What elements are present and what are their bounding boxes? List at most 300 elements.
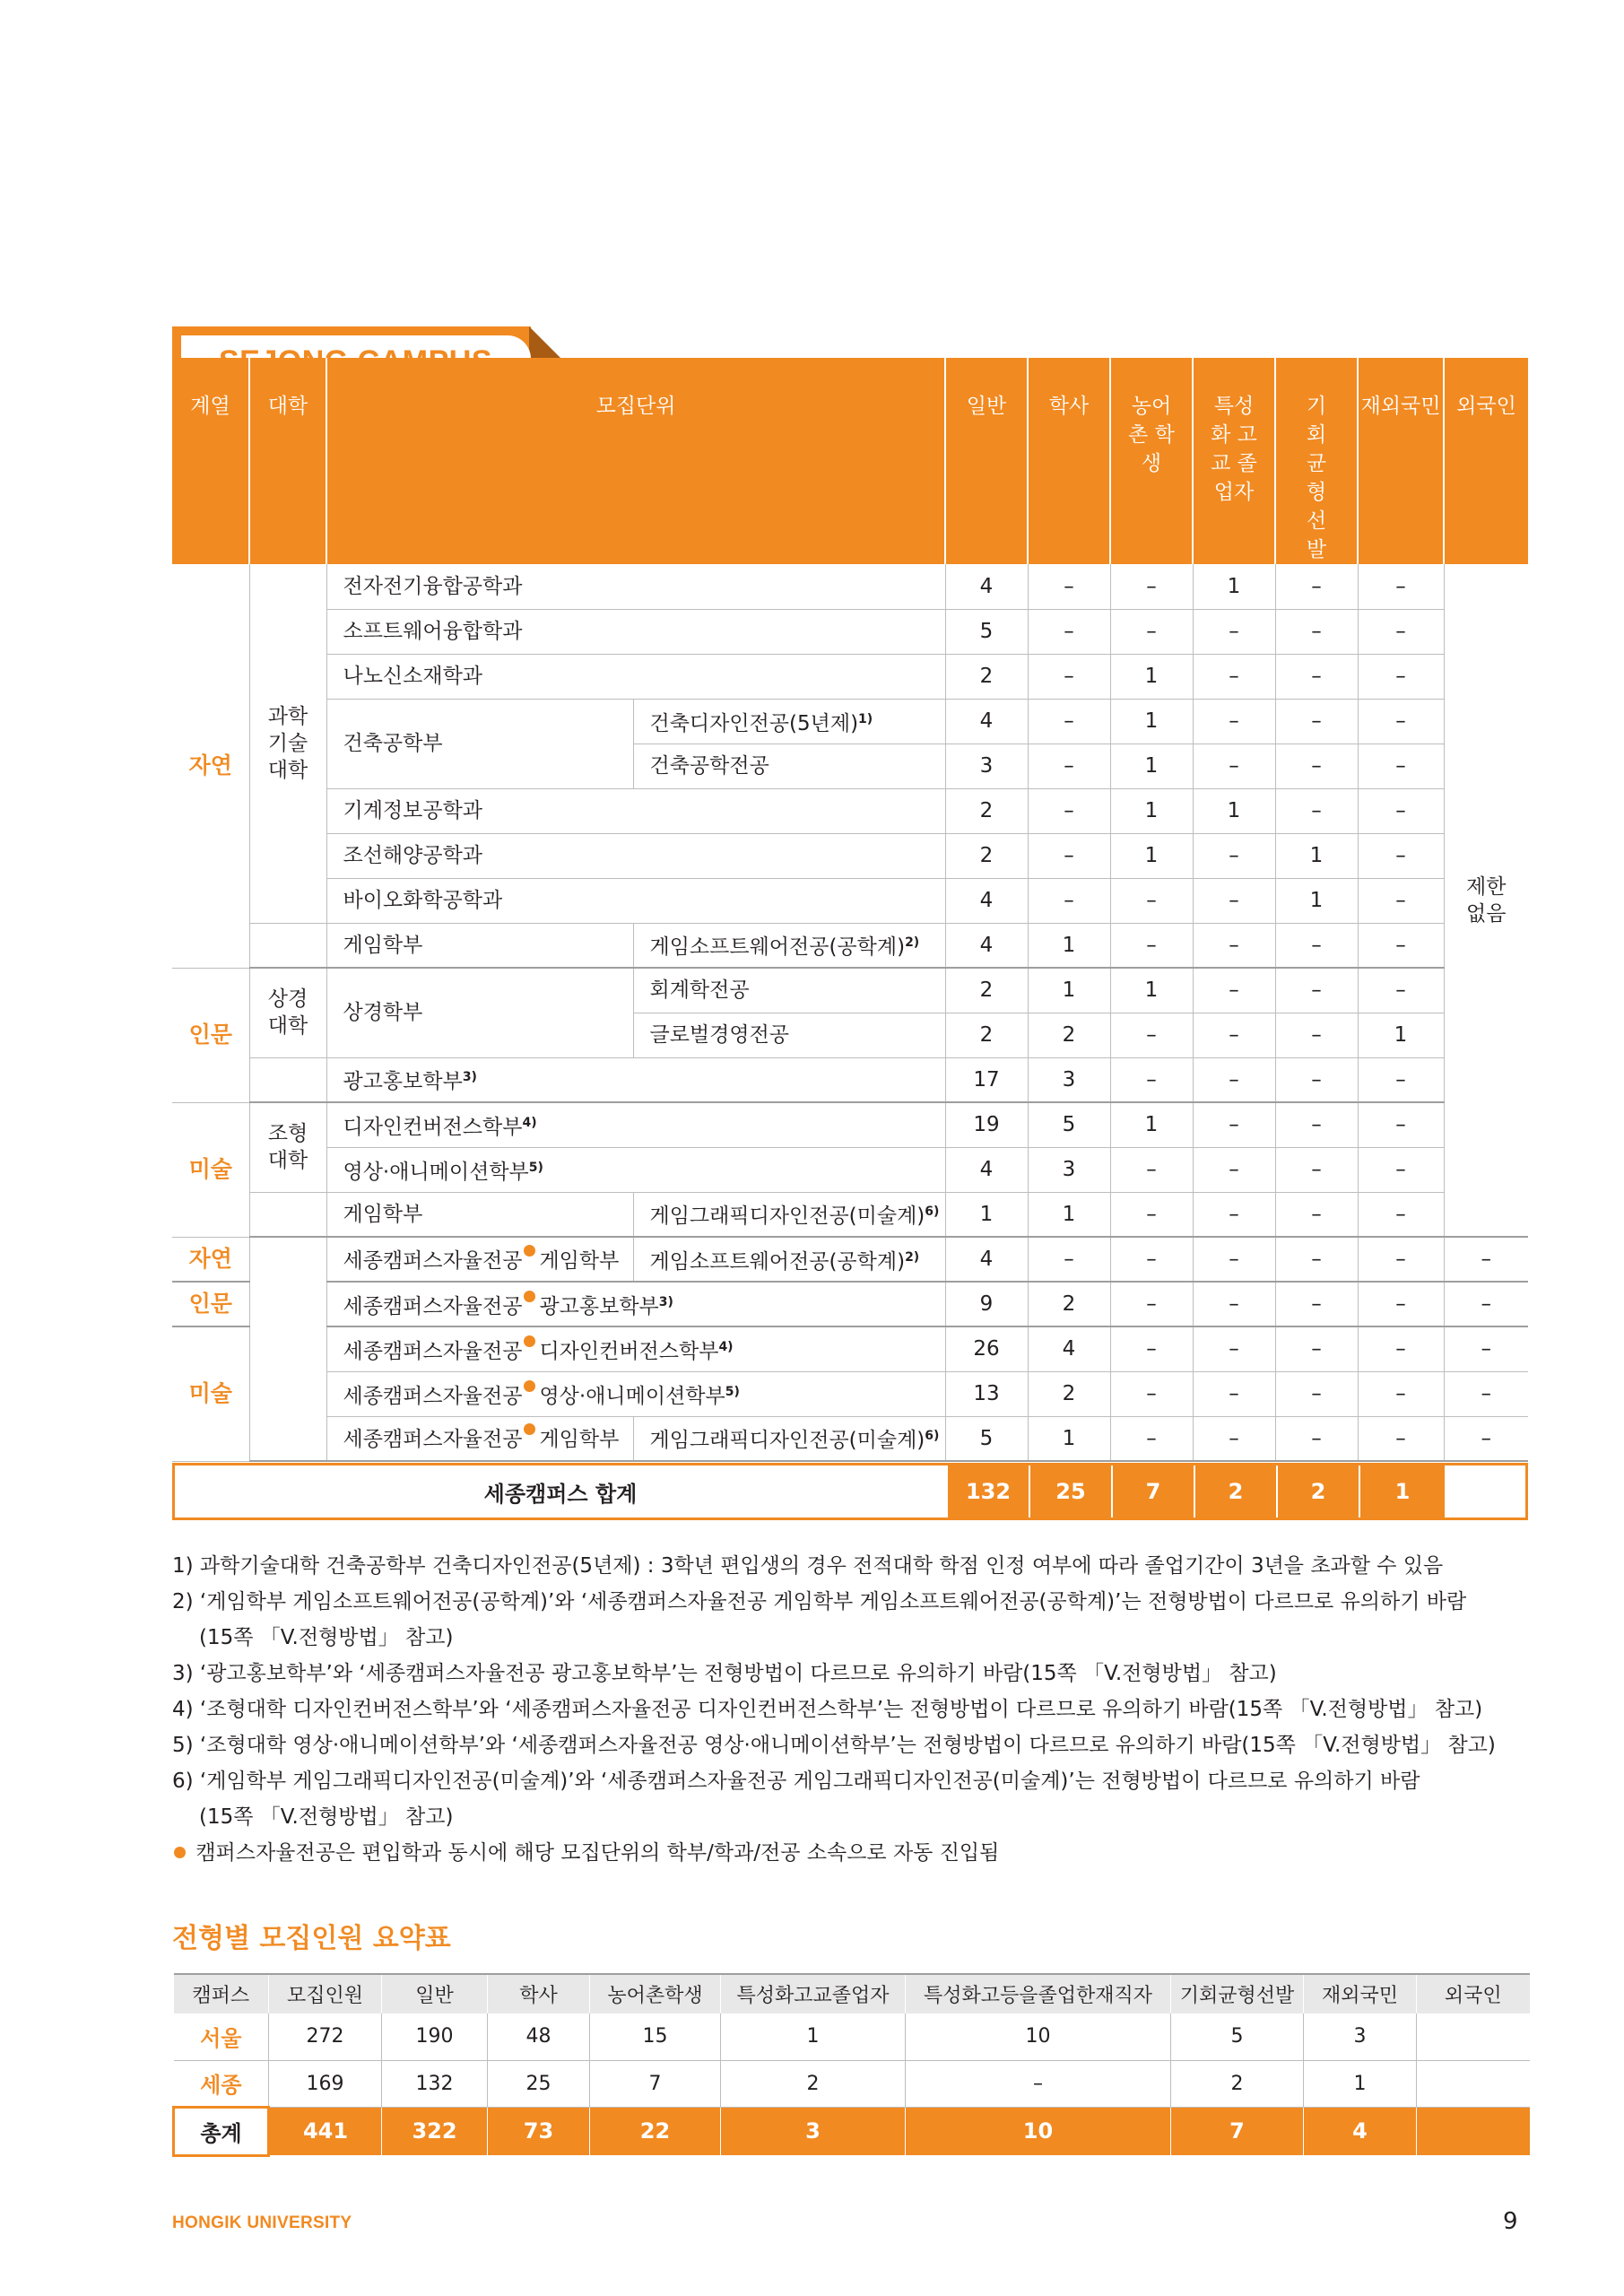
value-cell: – bbox=[1275, 923, 1358, 968]
value-cell: 4 bbox=[945, 878, 1028, 923]
unit-cell bbox=[326, 968, 633, 1057]
value-cell: – bbox=[1193, 923, 1275, 968]
value-cell: – bbox=[1358, 1237, 1444, 1282]
value-cell: – bbox=[1358, 1326, 1444, 1371]
summary-value-cell: 10 bbox=[906, 2013, 1171, 2060]
value-cell: – bbox=[1193, 968, 1275, 1013]
footnote-3: 3) ‘광고홍보학부’와 ‘세종캠퍼스자율전공 광고홍보학부’는 전형방법이 다르므로 유의하기 바람(15쪽 「V.전형방법」 참고) bbox=[172, 1662, 1277, 1685]
summary-value-cell: 7 bbox=[590, 2060, 721, 2107]
unit-name: 건축공학부 bbox=[343, 732, 443, 755]
summary-value-cell: 441 bbox=[269, 2107, 382, 2155]
value-cell: 2 bbox=[1028, 1282, 1110, 1326]
footnote-5: 5) ‘조형대학 영상·애니메이션학부’와 ‘세종캠퍼스자율전공 영상·애니메이션학부’는 전형방법이 다르므로 유의하기 바람(15쪽 「V.전형방법」 참고) bbox=[172, 1734, 1496, 1757]
value-cell: – bbox=[1358, 923, 1444, 968]
value-cell: 4 bbox=[945, 564, 1028, 609]
value-cell: – bbox=[1193, 699, 1275, 744]
value-cell: – bbox=[1028, 609, 1110, 654]
value-cell: – bbox=[1193, 609, 1275, 654]
table-row bbox=[172, 878, 1528, 923]
value-cell: – bbox=[1193, 1326, 1275, 1371]
value-cell: – bbox=[1358, 1147, 1444, 1192]
table-row bbox=[172, 788, 1528, 833]
unit-cell bbox=[326, 1326, 945, 1371]
autonomous-dot-icon bbox=[524, 1380, 535, 1392]
value-cell: 1 bbox=[1110, 699, 1193, 744]
total-foreigner bbox=[1445, 1465, 1525, 1518]
unit-cell bbox=[326, 609, 945, 654]
unit-name: 광고홍보학부 bbox=[539, 1294, 659, 1318]
value-cell: – bbox=[1444, 1416, 1528, 1461]
unit-name: 상경학부 bbox=[343, 1001, 423, 1025]
footnote-marker: 3) bbox=[658, 1294, 673, 1309]
unit-cell bbox=[326, 1237, 633, 1282]
major-cell bbox=[633, 1192, 945, 1237]
college-empty bbox=[249, 923, 326, 968]
value-cell: – bbox=[1028, 744, 1110, 788]
unit-cell bbox=[326, 923, 633, 968]
value-cell: – bbox=[1193, 1282, 1275, 1326]
major-cell bbox=[633, 968, 945, 1013]
summary-value-cell: 25 bbox=[488, 2060, 590, 2107]
autonomous-dot-icon bbox=[524, 1423, 535, 1435]
summary-value-cell: 190 bbox=[382, 2013, 488, 2060]
unit-name: 회계학전공 bbox=[649, 978, 750, 1003]
summary-header: 특성화고등을졸업한재직자 bbox=[906, 1974, 1171, 2013]
table-row bbox=[172, 1102, 1528, 1147]
unit-cell bbox=[326, 1192, 633, 1237]
unit-name: 건축디자인전공(5년제) bbox=[649, 711, 859, 735]
unit-cell bbox=[326, 788, 945, 833]
value-cell: – bbox=[1275, 788, 1358, 833]
summary-header: 농어촌학생 bbox=[590, 1974, 721, 2013]
value-cell: 2 bbox=[1028, 1371, 1110, 1416]
group-art: 미술 bbox=[172, 1102, 249, 1237]
value-cell: – bbox=[1110, 1147, 1193, 1192]
value-cell: – bbox=[1028, 788, 1110, 833]
major-cell bbox=[633, 923, 945, 968]
footnote-6: 6) ‘게임학부 게임그래픽디자인전공(미술계)’와 ‘세종캠퍼스자율전공 게임그래픽디자인전공(미술계)’는 전형방법이 다르므로 유의하기 바람 bbox=[172, 1770, 1420, 1793]
table-row bbox=[172, 968, 1528, 1013]
summary-value-cell bbox=[1417, 2013, 1530, 2060]
summary-value-cell: 3 bbox=[721, 2107, 906, 2155]
footer-university: HONGIK UNIVERSITY bbox=[172, 2213, 352, 2232]
total-special: 2 bbox=[1194, 1465, 1276, 1518]
summary-value-cell: 2 bbox=[1171, 2060, 1304, 2107]
value-cell: – bbox=[1358, 609, 1444, 654]
autonomous-dot-icon bbox=[524, 1335, 535, 1347]
summary-header: 기회균형선발 bbox=[1171, 1974, 1304, 2013]
value-cell: – bbox=[1193, 1057, 1275, 1102]
total-balance: 2 bbox=[1276, 1465, 1359, 1518]
summary-header: 특성화고교졸업자 bbox=[721, 1974, 906, 2013]
footnote-2-ref: (15쪽 「V.전형방법」 참고) bbox=[199, 1626, 454, 1649]
unit-name: 조선해양공학과 bbox=[343, 844, 483, 867]
value-cell: 4 bbox=[945, 923, 1028, 968]
footnote-marker: 6) bbox=[925, 1429, 940, 1444]
summary-header: 캠퍼스 bbox=[174, 1974, 269, 2013]
footnote-marker: 6) bbox=[925, 1205, 940, 1220]
group-nature: 자연 bbox=[172, 1237, 249, 1282]
value-cell: – bbox=[1358, 1192, 1444, 1237]
value-cell: – bbox=[1193, 1237, 1275, 1282]
unit-name: 영상·애니메이션학부 bbox=[343, 1160, 529, 1184]
value-cell: – bbox=[1358, 833, 1444, 878]
value-cell: – bbox=[1110, 1237, 1193, 1282]
value-cell: 1 bbox=[1110, 968, 1193, 1013]
summary-campus-cell: 서울 bbox=[174, 2013, 269, 2060]
summary-value-cell: 2 bbox=[721, 2060, 906, 2107]
campus-tab-fold bbox=[529, 326, 560, 358]
value-cell: 1 bbox=[1028, 1192, 1110, 1237]
college-formative: 조형 대학 bbox=[249, 1102, 326, 1192]
summary-row bbox=[174, 2060, 1530, 2107]
bullet-dot-icon bbox=[174, 1847, 186, 1858]
unit-cell bbox=[326, 699, 633, 788]
value-cell: – bbox=[1275, 699, 1358, 744]
value-cell: 1 bbox=[1110, 788, 1193, 833]
footnote-marker: 2) bbox=[905, 1249, 920, 1265]
summary-value-cell: 22 bbox=[590, 2107, 721, 2155]
value-cell: 1 bbox=[1028, 1416, 1110, 1461]
summary-value-cell: 3 bbox=[1304, 2013, 1417, 2060]
summary-row bbox=[174, 2013, 1530, 2060]
total-general: 132 bbox=[946, 1465, 1029, 1518]
autonomous-major-label: 세종캠퍼스자율전공 bbox=[343, 1294, 523, 1318]
value-cell: 26 bbox=[945, 1326, 1028, 1371]
footnote-2: 2) ‘게임학부 게임소프트웨어전공(공학계)’와 ‘세종캠퍼스자율전공 게임학부 게임소프트웨어전공(공학계)’는 전형방법이 다르므로 유의하기 바람 bbox=[172, 1590, 1467, 1613]
college-science-tech: 과학 기술 대학 bbox=[249, 564, 326, 923]
value-cell: – bbox=[1110, 564, 1193, 609]
value-cell: – bbox=[1275, 1147, 1358, 1192]
value-cell: 2 bbox=[1028, 1013, 1110, 1057]
group-humanities: 인문 bbox=[172, 968, 249, 1102]
value-cell: – bbox=[1358, 699, 1444, 744]
autonomous-dot-icon bbox=[524, 1291, 535, 1302]
footnote-marker: 2) bbox=[905, 935, 920, 951]
unit-name: 기계정보공학과 bbox=[343, 799, 483, 822]
value-cell: 4 bbox=[1028, 1326, 1110, 1371]
value-cell: – bbox=[1444, 1371, 1528, 1416]
summary-value-cell: 272 bbox=[269, 2013, 382, 2060]
value-cell: 9 bbox=[945, 1282, 1028, 1326]
admission-table bbox=[172, 358, 1528, 1462]
unit-name: 게임학부 bbox=[539, 1248, 620, 1273]
value-cell: – bbox=[1444, 1282, 1528, 1326]
header-foreigner: 외국인 bbox=[1444, 358, 1528, 564]
footnote-marker: 3) bbox=[462, 1070, 477, 1085]
summary-header-row bbox=[174, 1974, 1530, 2013]
unit-cell bbox=[326, 833, 945, 878]
unit-cell bbox=[326, 1057, 945, 1102]
value-cell: – bbox=[1110, 878, 1193, 923]
value-cell: – bbox=[1358, 788, 1444, 833]
value-cell: 2 bbox=[945, 788, 1028, 833]
value-cell: 2 bbox=[945, 654, 1028, 699]
unit-name: 게임학부 bbox=[343, 933, 423, 957]
value-cell: 5 bbox=[945, 1416, 1028, 1461]
table-row bbox=[172, 564, 1528, 609]
unit-name: 소프트웨어융합학과 bbox=[343, 620, 523, 643]
summary-table bbox=[172, 1973, 1530, 2157]
summary-value-cell: 4 bbox=[1304, 2107, 1417, 2155]
value-cell: – bbox=[1444, 1237, 1528, 1282]
major-cell bbox=[633, 744, 945, 788]
unit-name: 나노신소재학과 bbox=[343, 665, 483, 688]
table-row bbox=[172, 699, 1528, 744]
value-cell: – bbox=[1358, 1282, 1444, 1326]
table-row bbox=[172, 609, 1528, 654]
value-cell: – bbox=[1110, 1057, 1193, 1102]
value-cell: – bbox=[1110, 923, 1193, 968]
footnotes bbox=[172, 1548, 1571, 1871]
value-cell: – bbox=[1110, 609, 1193, 654]
value-cell: – bbox=[1275, 654, 1358, 699]
campus-total-label: 세종캠퍼스 합계 bbox=[175, 1465, 946, 1518]
value-cell: – bbox=[1275, 1416, 1358, 1461]
footnote-marker: 5) bbox=[725, 1384, 740, 1399]
value-cell: – bbox=[1028, 654, 1110, 699]
summary-value-cell: 7 bbox=[1171, 2107, 1304, 2155]
total-rural: 7 bbox=[1111, 1465, 1194, 1518]
summary-total-row bbox=[174, 2107, 1530, 2155]
summary-value-cell: 48 bbox=[488, 2013, 590, 2060]
header-rural: 농어촌 학생 bbox=[1110, 358, 1193, 564]
header-balance: 기회 균형 선발 bbox=[1275, 358, 1358, 564]
header-row bbox=[172, 358, 1528, 564]
value-cell: – bbox=[1275, 1013, 1358, 1057]
summary-value-cell: 10 bbox=[906, 2107, 1171, 2155]
footnote-6-ref: (15쪽 「V.전형방법」 참고) bbox=[199, 1805, 454, 1829]
unit-cell bbox=[326, 1371, 945, 1416]
group-nature: 자연 bbox=[172, 564, 249, 968]
table-row bbox=[172, 1192, 1528, 1237]
unit-name: 글로벌경영전공 bbox=[649, 1023, 790, 1047]
value-cell: – bbox=[1444, 1326, 1528, 1371]
value-cell: – bbox=[1028, 878, 1110, 923]
foreigner-unlimited: 제한 없음 bbox=[1444, 564, 1528, 1237]
unit-name: 전자전기융합공학과 bbox=[343, 574, 523, 598]
header-overseas: 재외국민 bbox=[1358, 358, 1444, 564]
unit-name: 영상·애니메이션학부 bbox=[539, 1384, 725, 1408]
table-row bbox=[172, 923, 1528, 968]
footnote-marker: 1) bbox=[858, 711, 873, 726]
unit-name: 광고홍보학부 bbox=[343, 1070, 463, 1094]
value-cell: – bbox=[1275, 1102, 1358, 1147]
college-empty bbox=[249, 1057, 326, 1102]
summary-value-cell: 1 bbox=[721, 2013, 906, 2060]
summary-campus-cell: 총계 bbox=[174, 2107, 269, 2155]
autonomous-major-label: 세종캠퍼스자율전공 bbox=[343, 1384, 523, 1408]
summary-value-cell: 15 bbox=[590, 2013, 721, 2060]
unit-cell bbox=[326, 878, 945, 923]
unit-cell bbox=[326, 1282, 945, 1326]
autonomous-major-label: 세종캠퍼스자율전공 bbox=[343, 1339, 523, 1363]
total-bachelor: 25 bbox=[1029, 1465, 1111, 1518]
footnote-marker: 5) bbox=[528, 1160, 543, 1175]
value-cell: – bbox=[1275, 968, 1358, 1013]
value-cell: 2 bbox=[945, 1013, 1028, 1057]
unit-name: 건축공학전공 bbox=[649, 754, 769, 778]
summary-header: 외국인 bbox=[1417, 1974, 1530, 2013]
header-group: 계열 bbox=[172, 358, 249, 564]
value-cell: 2 bbox=[945, 968, 1028, 1013]
table-row bbox=[172, 1282, 1528, 1326]
value-cell: 4 bbox=[945, 1237, 1028, 1282]
value-cell: 1 bbox=[1110, 654, 1193, 699]
summary-value-cell: 5 bbox=[1171, 2013, 1304, 2060]
group-art: 미술 bbox=[172, 1326, 249, 1461]
summary-header: 학사 bbox=[488, 1974, 590, 2013]
summary-header: 모집인원 bbox=[269, 1974, 382, 2013]
value-cell: 4 bbox=[945, 699, 1028, 744]
value-cell: – bbox=[1193, 1102, 1275, 1147]
value-cell: – bbox=[1358, 654, 1444, 699]
value-cell: 1 bbox=[1028, 923, 1110, 968]
header-college: 대학 bbox=[249, 358, 326, 564]
table-row bbox=[172, 1147, 1528, 1192]
value-cell: – bbox=[1028, 564, 1110, 609]
major-cell bbox=[633, 699, 945, 744]
value-cell: – bbox=[1193, 1371, 1275, 1416]
value-cell: – bbox=[1028, 1237, 1110, 1282]
value-cell: – bbox=[1358, 1057, 1444, 1102]
summary-value-cell bbox=[1417, 2060, 1530, 2107]
unit-name: 게임그래픽디자인전공(미술계) bbox=[649, 1429, 925, 1453]
major-cell bbox=[633, 1237, 945, 1282]
major-cell bbox=[633, 1013, 945, 1057]
value-cell: 19 bbox=[945, 1102, 1028, 1147]
value-cell: – bbox=[1275, 564, 1358, 609]
summary-header: 재외국민 bbox=[1304, 1974, 1417, 2013]
value-cell: 5 bbox=[1028, 1102, 1110, 1147]
value-cell: – bbox=[1358, 564, 1444, 609]
table-row bbox=[172, 1371, 1528, 1416]
table-row bbox=[172, 833, 1528, 878]
unit-name: 게임그래픽디자인전공(미술계) bbox=[649, 1205, 925, 1229]
summary-header: 일반 bbox=[382, 1974, 488, 2013]
value-cell: – bbox=[1193, 1147, 1275, 1192]
value-cell: – bbox=[1028, 833, 1110, 878]
value-cell: – bbox=[1193, 878, 1275, 923]
unit-cell bbox=[326, 564, 945, 609]
value-cell: – bbox=[1193, 744, 1275, 788]
value-cell: 1 bbox=[1110, 744, 1193, 788]
header-unit: 모집단위 bbox=[326, 358, 945, 564]
value-cell: – bbox=[1275, 1192, 1358, 1237]
unit-name: 게임소프트웨어전공(공학계) bbox=[649, 935, 906, 960]
summary-title: 전형별 모집인원 요약표 bbox=[172, 1923, 451, 1954]
value-cell: 3 bbox=[1028, 1147, 1110, 1192]
unit-name: 게임학부 bbox=[343, 1202, 423, 1226]
value-cell: – bbox=[1110, 1416, 1193, 1461]
autonomous-major-label: 세종캠퍼스자율전공 bbox=[343, 1428, 523, 1452]
table-row bbox=[172, 1326, 1528, 1371]
campus-total-bar bbox=[172, 1463, 1528, 1520]
value-cell: – bbox=[1193, 1192, 1275, 1237]
value-cell: – bbox=[1275, 1237, 1358, 1282]
summary-campus-cell: 세종 bbox=[174, 2060, 269, 2107]
summary-value-cell: 73 bbox=[488, 2107, 590, 2155]
unit-name: 바이오화학공학과 bbox=[343, 889, 503, 912]
college-empty bbox=[249, 1237, 326, 1461]
header-special: 특성화 고교 졸업자 bbox=[1193, 358, 1275, 564]
value-cell: – bbox=[1193, 833, 1275, 878]
summary-value-cell: 132 bbox=[382, 2060, 488, 2107]
value-cell: – bbox=[1110, 1282, 1193, 1326]
unit-name: 게임소프트웨어전공(공학계) bbox=[649, 1249, 906, 1274]
value-cell: – bbox=[1275, 1057, 1358, 1102]
value-cell: – bbox=[1275, 1371, 1358, 1416]
value-cell: – bbox=[1275, 744, 1358, 788]
value-cell: – bbox=[1110, 1192, 1193, 1237]
table-row bbox=[172, 1237, 1528, 1282]
value-cell: – bbox=[1275, 609, 1358, 654]
value-cell: – bbox=[1110, 1371, 1193, 1416]
autonomous-dot-icon bbox=[524, 1245, 535, 1257]
group-humanities: 인문 bbox=[172, 1282, 249, 1326]
value-cell: – bbox=[1275, 1326, 1358, 1371]
footnote-marker: 4) bbox=[522, 1115, 537, 1130]
unit-cell bbox=[326, 1102, 945, 1147]
page-number: 9 bbox=[1503, 2208, 1518, 2235]
value-cell: – bbox=[1193, 1013, 1275, 1057]
value-cell: – bbox=[1275, 1282, 1358, 1326]
value-cell: – bbox=[1358, 744, 1444, 788]
summary-value-cell: 322 bbox=[382, 2107, 488, 2155]
value-cell: 13 bbox=[945, 1371, 1028, 1416]
value-cell: – bbox=[1358, 1102, 1444, 1147]
unit-name: 디자인컨버전스학부 bbox=[343, 1115, 523, 1139]
value-cell: 4 bbox=[945, 1147, 1028, 1192]
header-bachelor: 학사 bbox=[1028, 358, 1110, 564]
unit-cell bbox=[326, 1416, 633, 1461]
value-cell: 1 bbox=[1275, 833, 1358, 878]
college-business: 상경 대학 bbox=[249, 968, 326, 1057]
value-cell: 3 bbox=[945, 744, 1028, 788]
college-empty bbox=[249, 1192, 326, 1237]
value-cell: – bbox=[1358, 968, 1444, 1013]
summary-value-cell: 1 bbox=[1304, 2060, 1417, 2107]
autonomous-major-label: 세종캠퍼스자율전공 bbox=[343, 1248, 523, 1273]
unit-name: 게임학부 bbox=[539, 1428, 620, 1452]
unit-name: 디자인컨버전스학부 bbox=[539, 1339, 719, 1363]
value-cell: 1 bbox=[1193, 788, 1275, 833]
value-cell: – bbox=[1110, 1326, 1193, 1371]
value-cell: 1 bbox=[1275, 878, 1358, 923]
value-cell: 3 bbox=[1028, 1057, 1110, 1102]
total-overseas: 1 bbox=[1359, 1465, 1445, 1518]
value-cell: 1 bbox=[1110, 833, 1193, 878]
table-row bbox=[172, 1416, 1528, 1461]
value-cell: – bbox=[1358, 878, 1444, 923]
unit-cell bbox=[326, 1147, 945, 1192]
footnote-1: 1) 과학기술대학 건축공학부 건축디자인전공(5년제) : 3학년 편입생의 경우 전적대학 학점 인정 여부에 따라 졸업기간이 3년을 초과할 수 있음 bbox=[172, 1554, 1444, 1578]
value-cell: 1 bbox=[1110, 1102, 1193, 1147]
value-cell: 1 bbox=[1028, 968, 1110, 1013]
value-cell: – bbox=[1110, 1013, 1193, 1057]
value-cell: 17 bbox=[945, 1057, 1028, 1102]
table-row bbox=[172, 654, 1528, 699]
table-row bbox=[172, 1057, 1528, 1102]
value-cell: 1 bbox=[945, 1192, 1028, 1237]
value-cell: – bbox=[1358, 1416, 1444, 1461]
value-cell: – bbox=[1193, 1416, 1275, 1461]
value-cell: – bbox=[1028, 699, 1110, 744]
summary-value-cell: – bbox=[906, 2060, 1171, 2107]
value-cell: – bbox=[1193, 654, 1275, 699]
footnote-bullet: 캠퍼스자율전공은 편입학과 동시에 해당 모집단위의 학부/학과/전공 소속으로 자동 진입됨 bbox=[172, 1835, 1571, 1871]
value-cell: 5 bbox=[945, 609, 1028, 654]
